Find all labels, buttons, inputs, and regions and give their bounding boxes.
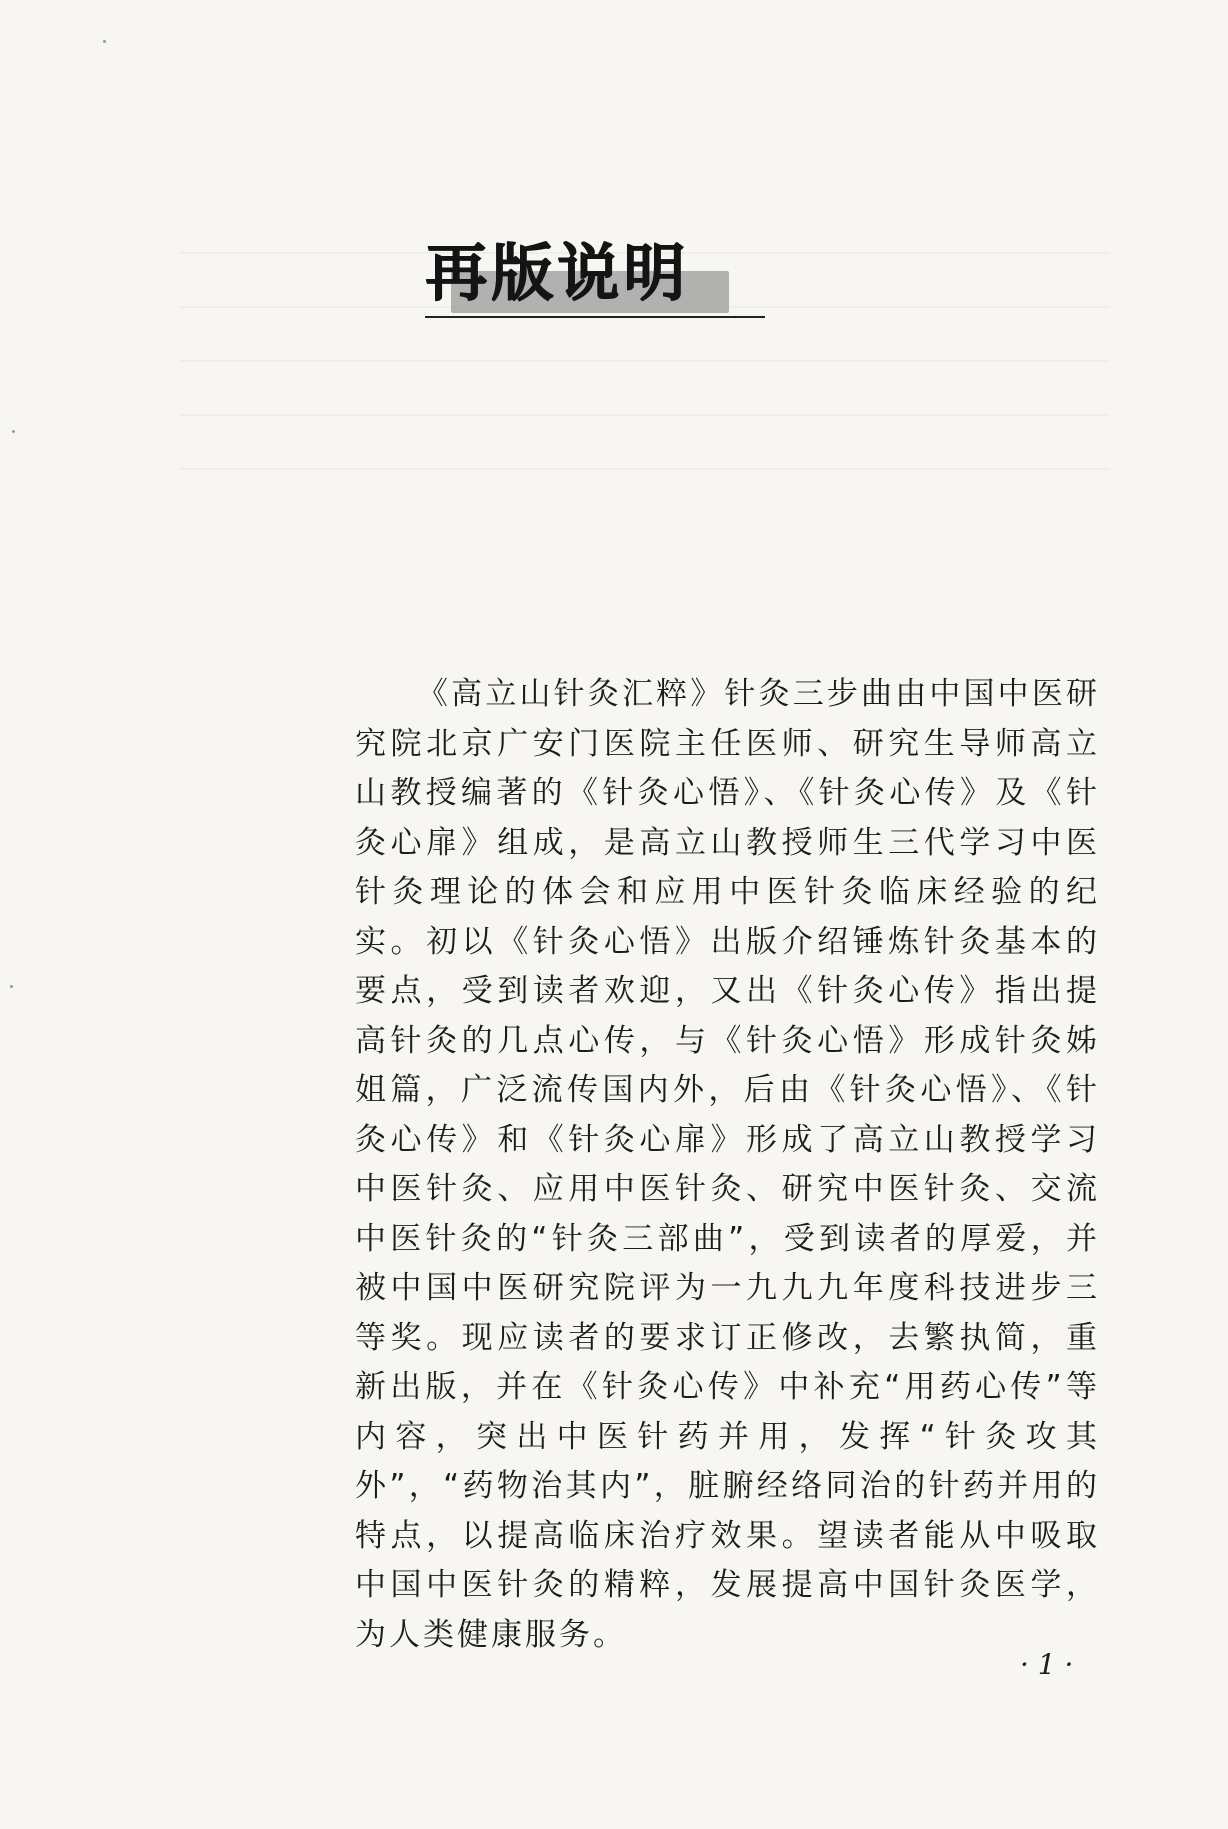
title-underline	[425, 316, 765, 318]
scan-speck	[12, 430, 15, 433]
page-number: · 1 ·	[1020, 1648, 1074, 1681]
scan-speck	[10, 985, 13, 988]
scan-speck	[103, 40, 106, 43]
page-title: 再版说明	[425, 236, 690, 309]
body-paragraph: 《高立山针灸汇粹》针灸三步曲由中国中医研究院北京广安门医院主任医师、研究生导师高立山教授编著的《针灸心悟》、《针灸心传》及《针灸心扉》组成，是高立山教授师生三代学习中医针灸理论的体会和应用中医针灸临床经验的纪实。初以《针灸心悟》出版介绍锤炼针灸基本的要点，受到读者欢迎，又出《针灸心传》指出提高针灸的几点心传，与《针灸心悟》形成针灸姊姐篇，广泛流传国内外，后由《针灸心悟》、《针灸心传》和《针灸心扉》形成了高立山教授学习中医针灸、应用中医针灸、研究中医针灸、交流中医针灸的“针灸三部曲”，受到读者的厚爱，并被中国中医研究院评为一九九九年度科技进步三等奖。现应读者的要求订正修改，去繁执简，重新出版，并在《针灸心传》中补充“用药心传”等内容，突出中医针药并用，发挥“针灸攻其外”，“药物治其内”，脏腑经络同治的针药并用的特点，以提高临床治疗效果。望读者能从中吸取中国中医针灸的精粹，发展提高中国针灸医学，为人类健康服务。	[355, 676, 1100, 1653]
title-block	[425, 233, 765, 318]
